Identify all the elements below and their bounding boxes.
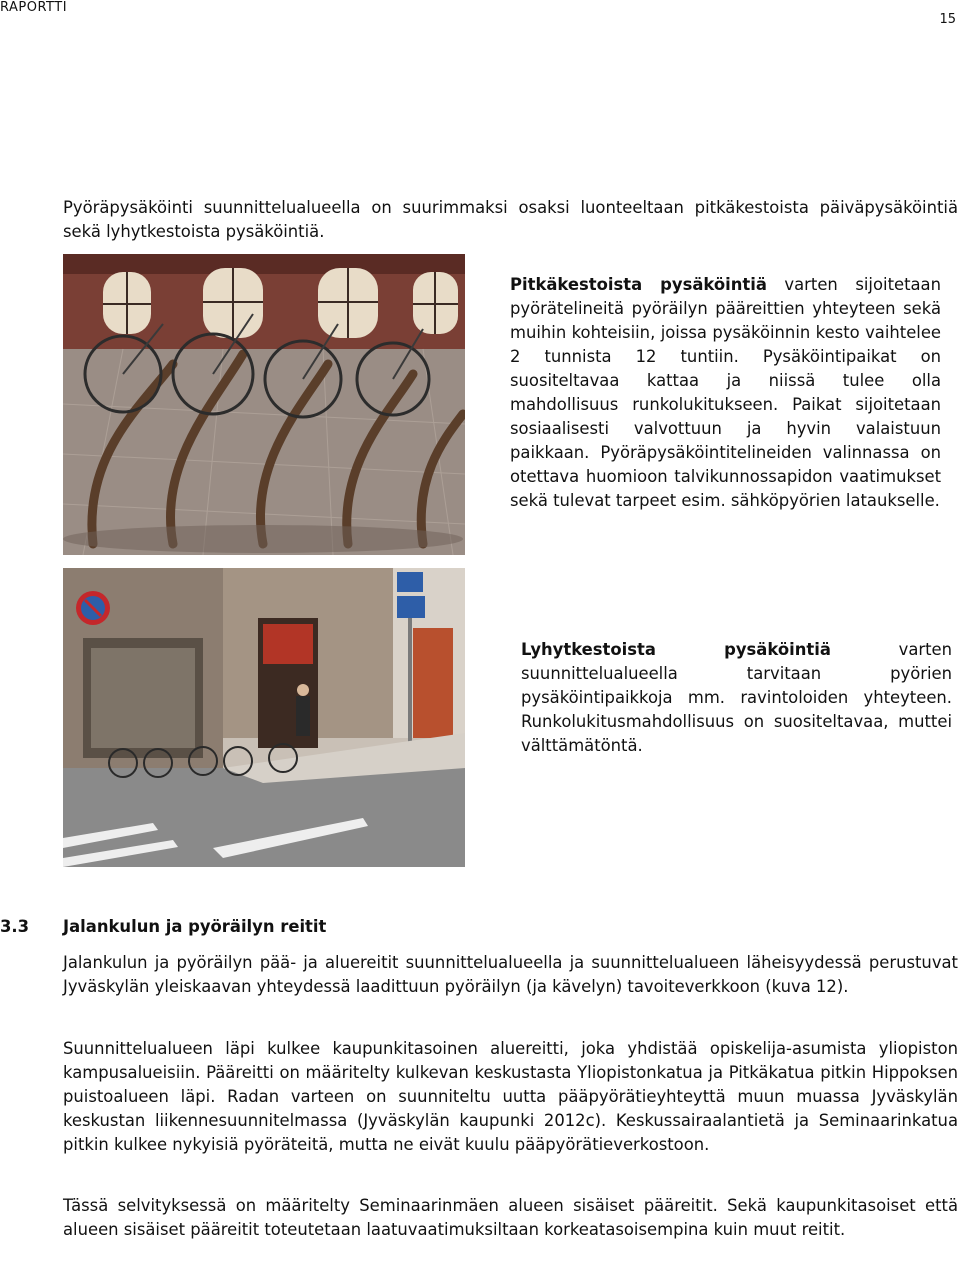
body-paragraph: Tässä selvityksessä on määritelty Seminaarinmäen alueen sisäiset pääreitit. Sekä kaupunkitasoiset että alueen sisäiset pääreitit toteutetaan laatuvaatimuksiltaan korkeatasoisempina kuin muut reitit.	[63, 1196, 958, 1239]
body-paragraph: Jalankulun ja pyöräilyn pää- ja aluereitit suunnittelualueella ja suunnittelualueen läheisyydessä perustuvat Jyväskylän yleiskaavan yhteydessä laadittuun pyöräilyn (ja kävelyn) tavoiteverkkoon (kuva 12).	[63, 953, 958, 996]
long-term-lead: Pitkäkestoista pysäköintiä	[510, 275, 767, 294]
street-bike-parking-photo	[63, 568, 465, 867]
short-term-lead: Lyhytkestoista pysäköintiä	[521, 640, 831, 659]
short-term-parking-paragraph	[521, 638, 952, 758]
section-title: Jalankulun ja pyöräilyn reitit	[63, 917, 327, 936]
bike-rack-photo	[63, 254, 465, 555]
body-paragraph: Suunnittelualueen läpi kulkee kaupunkitasoinen aluereitti, joka yhdistää opiskelija-asumista yliopiston kampusalueisiin. Pääreitti on määritelty kulkevan keskustasta Yliopistonkatua ja Pitkäkatua pitkin Hippoksen puistoalueen läpi. Radan varteen on suunniteltu uutta pääpyörätieyhteyttä muun muassa Jyväskylän keskustan liikennesuunnitelmassa (Jyväskylän kaupunki 2012c). Keskussairaalantietä ja Seminaarinkatua pitkin kulkee nykyisiä pyöräteitä, mutta ne eivät kuulu pääpyörätieverkostoon.	[63, 1039, 958, 1154]
long-term-parking-paragraph	[510, 273, 941, 513]
section-number: 3.3	[0, 917, 30, 936]
header-section-label: RAPORTTI	[0, 0, 68, 15]
intro-paragraph: Pyöräpysäköinti suunnittelualueella on suurimmaksi osaksi luonteeltaan pitkäkestoista päiväpysäköintiä sekä lyhytkestoista pysäköintiä.	[63, 198, 958, 241]
section-heading	[0, 917, 400, 936]
short-term-text: varten suunnittelualueella tarvitaan pyörien pysäköintipaikkoja mm. ravintoloiden yhteyteen. Runkolukitusmahdollisuus on suositeltavaa, muttei välttämätöntä.	[521, 640, 952, 755]
long-term-text: varten sijoitetaan pyörätelineitä pyöräilyn pääreittien yhteyteen sekä muihin kohteisiin, joissa pysäköinnin kesto vaihtelee 2 tunnista 12 tuntiin. Pysäköintipaikat on suositeltavaa kattaa ja niissä tulee olla mahdollisuus runkolukitukseen. Paikat sijoitetaan sosiaalisesti valvottuun ja hyvin valaistuun paikkaan. Pyöräpysäköintitelineiden valinnassa on otettava huomioon talvikunnossapidon vaatimukset sekä tulevat tarpeet esim. sähköpyörien lataukselle.	[510, 275, 941, 510]
page-number: 15	[939, 12, 956, 27]
